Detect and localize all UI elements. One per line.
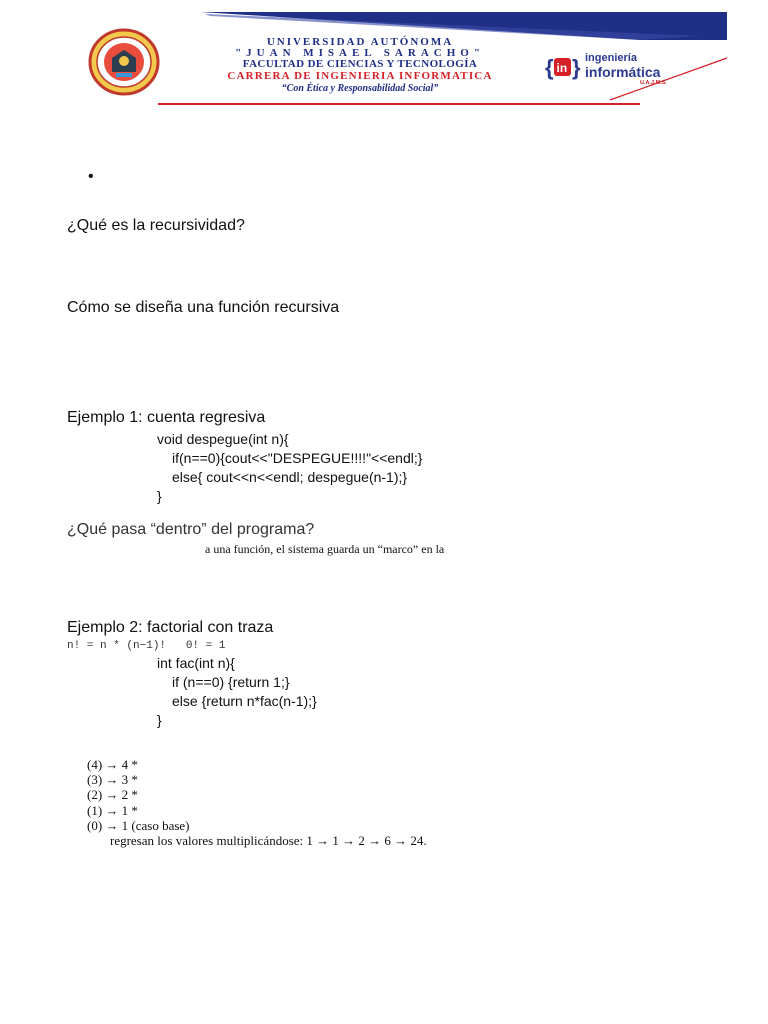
heading-que-pasa-dentro: ¿Qué pasa “dentro” del programa?: [67, 521, 315, 538]
trace-line: (0) → 1 (caso base): [87, 818, 190, 833]
code-line: else{ cout<<n<<endl; despegue(n-1);}: [172, 469, 408, 485]
svg-text:}: }: [572, 55, 581, 80]
svg-text:in: in: [556, 61, 568, 75]
heading-ejemplo-1: Ejemplo 1: cuenta regresiva: [67, 409, 266, 426]
code-line: if(n==0){cout<<"DESPEGUE!!!!"<<endl;}: [172, 450, 423, 466]
document-header: [0, 0, 768, 115]
trace-line: (1) → 1 *: [87, 803, 138, 818]
university-seal-icon: [88, 28, 160, 96]
code-line: void despegue(int n){: [157, 431, 289, 447]
header-university-name: "JUAN MISAEL SARACHO": [235, 47, 485, 59]
in-brackets-icon: [545, 53, 581, 81]
trace-line: (4) → 4 *: [87, 757, 138, 772]
logo-text-informatica: informática: [585, 64, 661, 80]
trace-line: (2) → 2 *: [87, 787, 138, 802]
svg-text:{: {: [545, 55, 554, 80]
header-faculty: FACULTAD DE CIENCIAS Y TECNOLOGÍA: [242, 58, 478, 70]
heading-diseno-funcion: Cómo se diseña una función recursiva: [67, 299, 340, 316]
ingenieria-informatica-logo: [545, 50, 680, 90]
trace-summary: regresan los valores multiplicándose: 1 → 1 → 2 → 6 → 24.: [110, 833, 427, 848]
code-line: }: [157, 488, 162, 504]
header-career: CARRERA DE INGENIERIA INFORMATICA: [227, 70, 493, 82]
factorial-formula: n! = n * (n−1)! 0! = 1: [67, 640, 226, 652]
code-line: int fac(int n){: [157, 655, 235, 671]
code-line: if (n==0) {return 1;}: [172, 674, 290, 690]
bullet-point: •: [88, 168, 94, 185]
logo-text-uajms: U.A.J.M.S.: [640, 80, 667, 86]
header-motto: “Con Ética y Responsabilidad Social”: [281, 83, 439, 94]
header-university: UNIVERSIDAD AUTÓNOMA: [266, 36, 454, 48]
logo-text-ingenieria: ingeniería: [585, 52, 637, 64]
heading-que-es-recursividad: ¿Qué es la recursividad?: [67, 217, 245, 234]
code-line: else {return n*fac(n-1);}: [172, 693, 317, 709]
note-marco: a una función, el sistema guarda un “marco” en la: [205, 542, 445, 556]
heading-ejemplo-2: Ejemplo 2: factorial con traza: [67, 619, 274, 636]
trace-line: (3) → 3 *: [87, 772, 138, 787]
code-line: }: [157, 712, 162, 728]
